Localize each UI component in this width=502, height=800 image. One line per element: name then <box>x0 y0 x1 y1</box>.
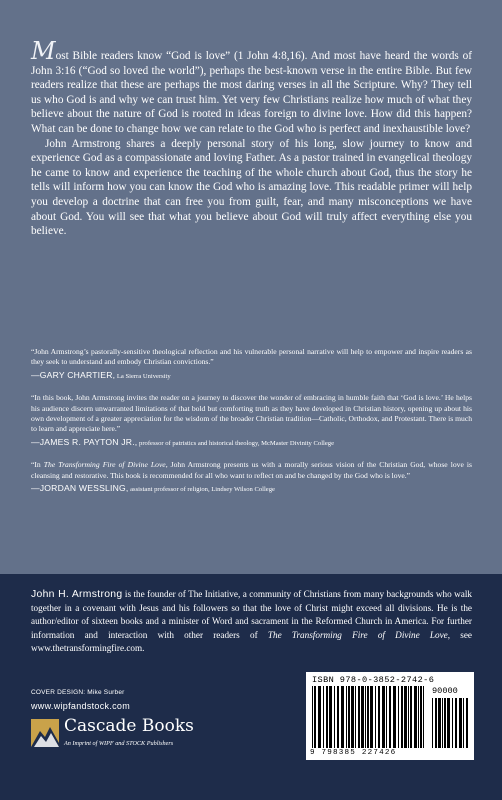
endorser-name: —JORDAN WESSLING, <box>31 483 129 494</box>
author-bio-text: is the founder of The Initiative, a community of Christians from many backgrounds who walk together in a covenant with Jesus and his followers so that the love of Christ might exceed all divisions. He is the author/editor of sixteen books and a minister of Word and sacrament in the Reformed Church in America. For further information and interaction with other readers of <box>31 589 472 640</box>
endorser-name: —GARY CHARTIER, <box>31 369 116 380</box>
endorser-affiliation: assistant professor of religion, Lindsey Wilson College <box>128 486 275 494</box>
description-paragraph-1-text: ost Bible readers know “God is love” (1 John 4:8,16). And most have heard the words of John 3:16 (“God so loved the world”), perhaps the best-known verse in the entire Bible. But few readers realize that these are perhaps the most daring verses in all the Scripture. Why? They tell us who God is and why we can trust him. Yet very few Christians realize how much of what they believe about the nature of God is rooted in ideas foreign to divine love. How did this happen? What can be done to change how we can relate to the God who is perfect and inexhaustible love? <box>31 50 472 135</box>
price-code: 90000 <box>432 686 458 696</box>
description-paragraph-1 <box>31 37 472 137</box>
book-title: The Transforming Fire of Divine Love <box>267 629 448 640</box>
price-barcode-icon <box>432 698 470 748</box>
endorsement-text <box>31 460 472 481</box>
endorsement-attribution <box>31 483 472 495</box>
endorser-affiliation: La Sierra University <box>115 372 171 380</box>
endorsement <box>31 347 472 382</box>
book-title: The Transforming Fire of Divine Love <box>43 460 166 470</box>
author-bio-end: , see www.thetransformingfire.com. <box>31 629 472 654</box>
endorsement-text-start: “In <box>31 460 44 470</box>
publisher-name: Cascade Books <box>64 716 194 736</box>
publisher-website: www.wipfandstock.com <box>31 701 131 711</box>
endorsement-text: “In this book, John Armstrong invites the reader on a journey to discover the wonder of embracing in humble faith that ‘God is love.’ He helps his audience discern unwarranted limitations of that bold but comforting truth as they have developed in Christian history, opening up about his own development of a greater appreciation for the wisdom of the broader Christian tradition—Catholic, Orthodox, and Protestant. There is much to learn and appreciate here.” <box>31 393 472 434</box>
publisher-tagline: An Imprint of WIPF and STOCK Publishers <box>64 740 174 747</box>
description-paragraph-2: John Armstrong shares a deeply personal story of his long, slow journey to know and experience God as a compassionate and loving Father. As a pastor trained in evangelical theology he came to know and experience the teaching of the whole church about God, thus the story he tells will inform how you can know the God who is amazing love. This readable primer will help you develop a doctrine that can free you from guilt, fear, and many misconceptions we have about God. You will see that what you believe about God will truly affect everything else you believe. <box>31 137 472 238</box>
endorsement-text: “John Armstrong’s pastorally-sensitive theological reflection and his vulnerable personal narrative will help to empower and inspire readers as they seek to understand and embody Christian convictions.” <box>31 347 472 367</box>
cover-design-credit: COVER DESIGN: Mike Surber <box>31 689 125 696</box>
isbn-barcode <box>306 672 474 760</box>
endorsements <box>31 347 472 506</box>
author-bio <box>31 588 472 656</box>
author-name: John H. Armstrong <box>31 589 123 600</box>
barcode-icon <box>312 686 424 748</box>
ean-digits: 9 798385 227426 <box>310 749 397 757</box>
endorsement <box>31 460 472 495</box>
endorsement-attribution <box>31 370 472 382</box>
drop-cap: M <box>31 37 56 65</box>
book-description <box>31 37 472 239</box>
endorsement <box>31 393 472 449</box>
publisher-logo <box>31 715 211 755</box>
endorser-name: —JAMES R. PAYTON JR., <box>31 436 138 447</box>
endorsement-text-end: , John Armstrong presents us with a morally serious vision of the Christian God, whose love is cleansing and restorative. This book is recommended for all who want to reflect on and be changed by the God who is love.” <box>31 460 472 480</box>
isbn-number: ISBN 978-0-3852-2742-6 <box>312 675 435 685</box>
endorser-affiliation: professor of patristics and historical theology, McMaster Divinity College <box>137 439 335 447</box>
mountain-logo-icon <box>31 719 59 747</box>
endorsement-attribution <box>31 437 472 449</box>
